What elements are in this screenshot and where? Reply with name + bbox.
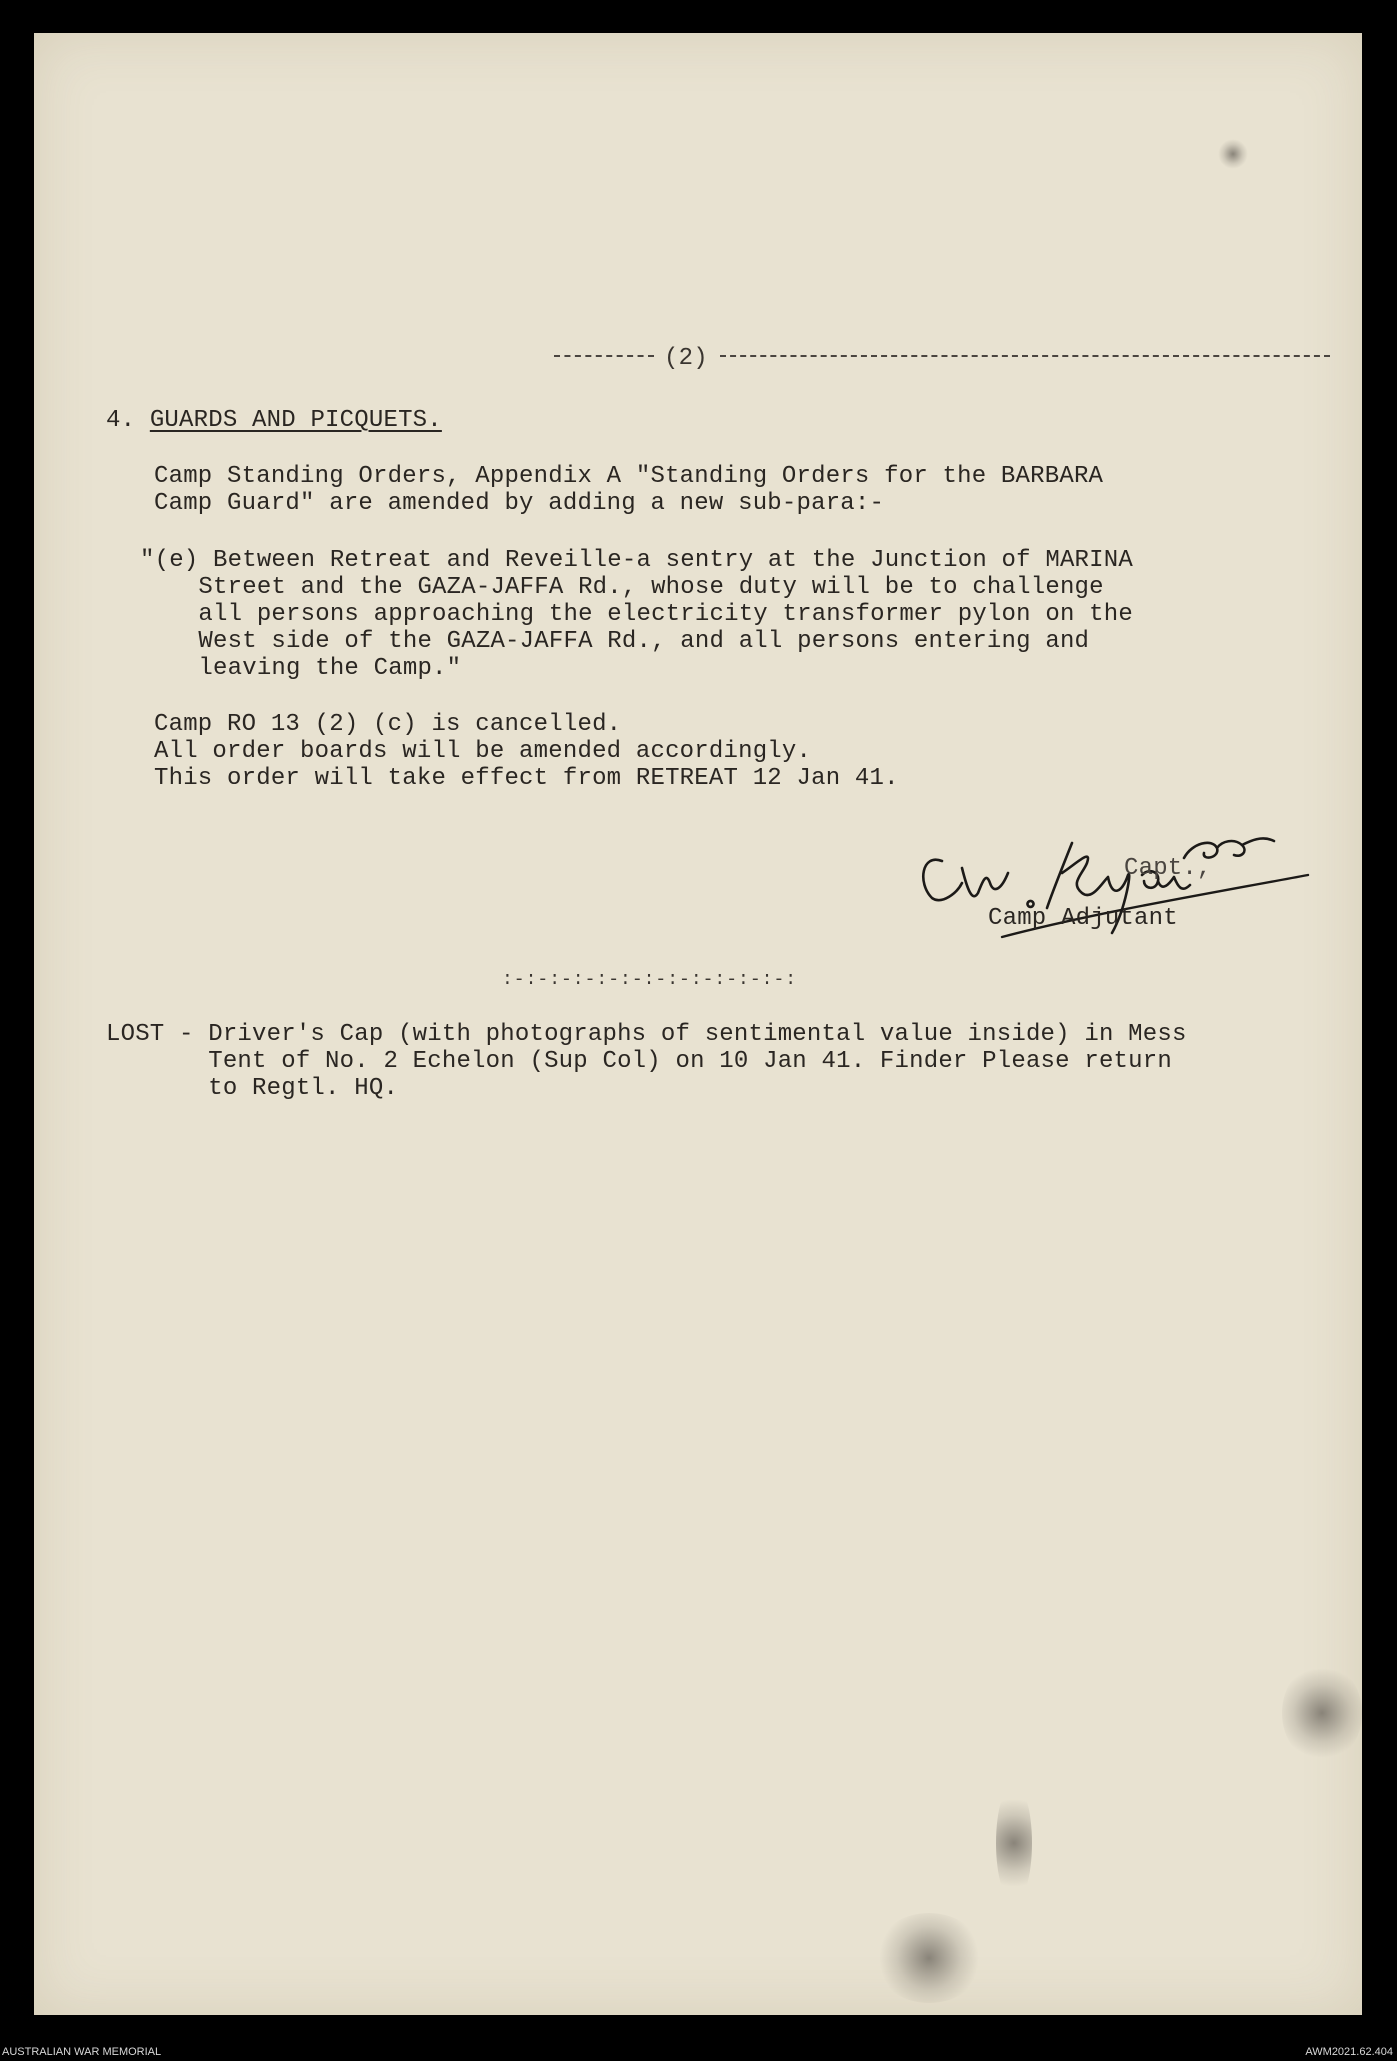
subpara-line: Street and the GAZA-JAFFA Rd., whose duty will be to challenge [140, 574, 1104, 601]
footer-archive-name: AUSTRALIAN WAR MEMORIAL [2, 2046, 162, 2058]
page-number: (2) [664, 345, 708, 372]
signature-rank: Capt., [1124, 855, 1212, 882]
section-number: 4. [106, 407, 136, 434]
section-title: GUARDS AND PICQUETS. [149, 407, 442, 434]
fingerprint-smudge [874, 1913, 984, 2003]
note-line: All order boards will be amended accordingly. [154, 738, 812, 765]
subpara-line: leaving the Camp." [140, 655, 462, 682]
subpara-line: "(e) Between Retreat and Reveille-a sentry at the Junction of MARINA [140, 547, 1133, 574]
separator: :-:-:-:-:-:-:-:-:-:-:-:-: [502, 970, 798, 990]
fingerprint-smudge [996, 1783, 1032, 1903]
lost-notice-line: LOST - Driver's Cap (with photographs of sentimental value inside) in Mess [106, 1021, 1187, 1048]
document-page [34, 33, 1362, 2015]
section-heading [106, 407, 442, 435]
footer-accession-number: AWM2021.62.404 [1305, 2046, 1393, 2058]
header-rule-left [554, 355, 654, 357]
lost-notice-line: to Regtl. HQ. [106, 1075, 399, 1102]
ink-mark [1218, 139, 1248, 169]
lost-notice-line: Tent of No. 2 Echelon (Sup Col) on 10 Jan 41. Finder Please return [106, 1048, 1172, 1075]
subpara-line: all persons approaching the electricity transformer pylon on the [140, 601, 1133, 628]
signature-role: Camp Adjutant [988, 905, 1178, 932]
header-rule-right [720, 355, 1330, 357]
body-line: Camp Guard" are amended by adding a new sub-para:- [154, 490, 885, 517]
note-line: This order will take effect from RETREAT 12 Jan 41. [154, 765, 899, 792]
note-line: Camp RO 13 (2) (c) is cancelled. [154, 711, 622, 738]
body-line: Camp Standing Orders, Appendix A "Standing Orders for the BARBARA [154, 463, 1104, 490]
subpara-line: West side of the GAZA-JAFFA Rd., and all persons entering and [140, 628, 1090, 655]
fingerprint-smudge [1282, 1663, 1362, 1763]
